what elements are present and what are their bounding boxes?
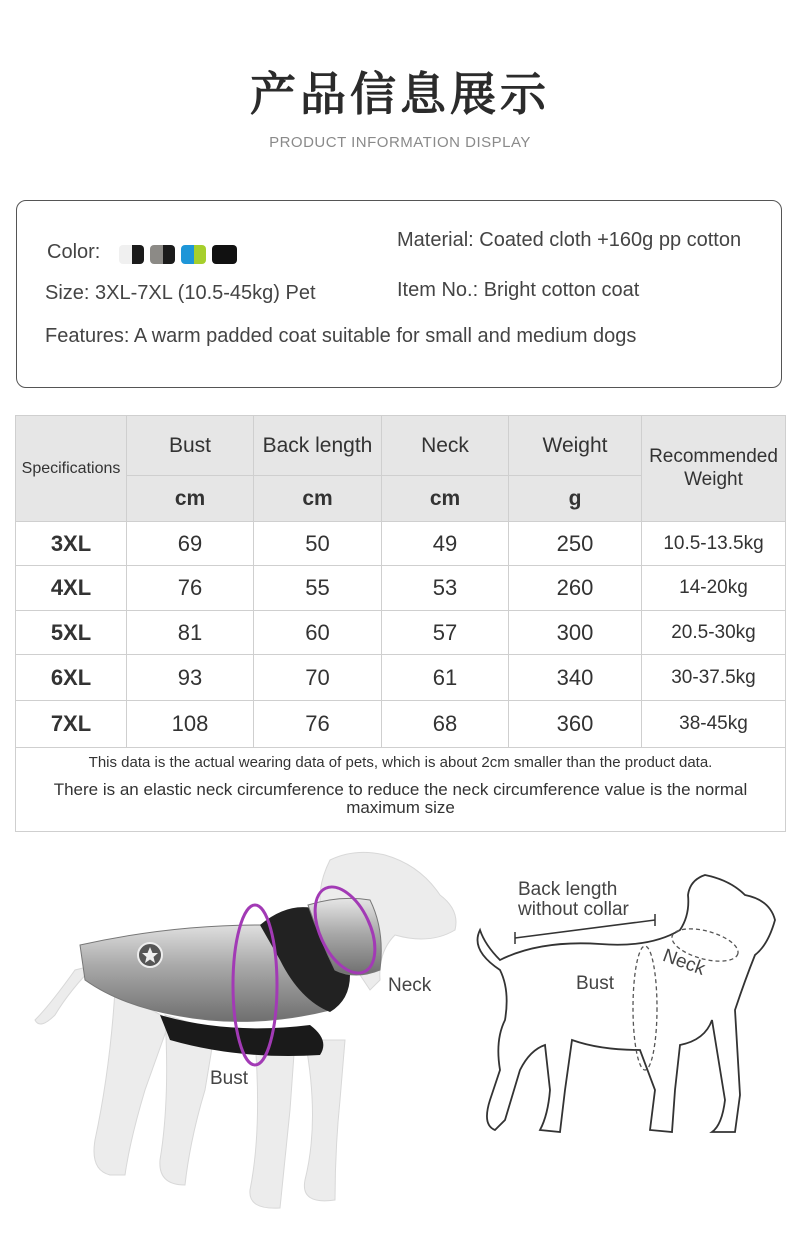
color-swatches bbox=[119, 245, 237, 264]
cell-bust: 108 bbox=[127, 701, 254, 748]
bust-ring-diagram bbox=[633, 946, 657, 1070]
spec-header: Specifications bbox=[16, 416, 127, 522]
diagram-back-length-label: Back length without collar bbox=[518, 879, 629, 920]
cell-neck: 57 bbox=[382, 611, 509, 655]
cell-recommended: 20.5-30kg bbox=[642, 611, 786, 655]
diagram-bust-label: Bust bbox=[576, 973, 615, 994]
unit-bust: cm bbox=[127, 476, 254, 522]
swatch-right bbox=[132, 245, 145, 264]
back-length-line bbox=[515, 920, 655, 938]
features-text: Features: A warm padded coat suitable for small and medium dogs bbox=[45, 325, 637, 347]
unit-neck: cm bbox=[382, 476, 509, 522]
item-no-text: Item No.: Bright cotton coat bbox=[397, 279, 640, 301]
color-swatch-4[interactable] bbox=[212, 245, 237, 264]
swatch-left bbox=[119, 245, 132, 264]
col-header-neck: Neck bbox=[382, 416, 509, 476]
cell-bust: 81 bbox=[127, 611, 254, 655]
swatch-left bbox=[150, 245, 163, 264]
illustration-area bbox=[0, 840, 800, 1242]
cell-recommended: 30-37.5kg bbox=[642, 655, 786, 701]
cell-recommended: 10.5-13.5kg bbox=[642, 522, 786, 566]
cell-bust: 93 bbox=[127, 655, 254, 701]
color-swatch-2[interactable] bbox=[150, 245, 175, 264]
cell-recommended: 14-20kg bbox=[642, 566, 786, 611]
unit-weight: g bbox=[509, 476, 642, 522]
cell-size: 5XL bbox=[16, 611, 127, 655]
table-notes bbox=[16, 748, 786, 832]
color-swatch-1[interactable] bbox=[119, 245, 144, 264]
cell-bust: 76 bbox=[127, 566, 254, 611]
col-header-back-length: Back length bbox=[254, 416, 382, 476]
table-row bbox=[16, 655, 786, 701]
table-row bbox=[16, 611, 786, 655]
cell-weight: 300 bbox=[509, 611, 642, 655]
cell-size: 6XL bbox=[16, 655, 127, 701]
cell-back: 60 bbox=[254, 611, 382, 655]
col-header-weight: Weight bbox=[509, 416, 642, 476]
note-actual-data: This data is the actual wearing data of pets, which is about 2cm smaller than the product data. bbox=[88, 754, 713, 771]
page-subtitle: PRODUCT INFORMATION DISPLAY bbox=[269, 134, 531, 151]
diagram-neck-label: Neck bbox=[659, 945, 708, 980]
note-elastic-neck: There is an elastic neck circumference to reduce the neck circumference value is the normal maximum size bbox=[53, 780, 748, 817]
cell-neck: 53 bbox=[382, 566, 509, 611]
swatch-left bbox=[212, 245, 225, 264]
cell-neck: 49 bbox=[382, 522, 509, 566]
unit-back-length: cm bbox=[254, 476, 382, 522]
cell-back: 76 bbox=[254, 701, 382, 748]
product-info-box bbox=[16, 200, 782, 388]
swatch-right bbox=[163, 245, 176, 264]
photo-neck-label: Neck bbox=[388, 975, 432, 996]
swatch-right bbox=[225, 245, 238, 264]
col-header-bust: Bust bbox=[127, 416, 254, 476]
page-title: 产品信息展示 bbox=[250, 67, 550, 121]
cell-back: 50 bbox=[254, 522, 382, 566]
cell-size: 7XL bbox=[16, 701, 127, 748]
photo-bust-label: Bust bbox=[210, 1068, 249, 1089]
dog-photo-illustration bbox=[0, 840, 800, 1242]
swatch-right bbox=[194, 245, 207, 264]
cell-recommended: 38-45kg bbox=[642, 701, 786, 748]
cell-weight: 340 bbox=[509, 655, 642, 701]
cell-weight: 360 bbox=[509, 701, 642, 748]
rec-label: Recommended Weight bbox=[649, 445, 778, 490]
cell-neck: 68 bbox=[382, 701, 509, 748]
table-row bbox=[16, 566, 786, 611]
swatch-left bbox=[181, 245, 194, 264]
size-text: Size: 3XL-7XL (10.5-45kg) Pet bbox=[45, 282, 316, 304]
cell-bust: 69 bbox=[127, 522, 254, 566]
col-header-recommended-weight bbox=[642, 416, 786, 522]
color-label: Color: bbox=[47, 241, 101, 263]
table-row bbox=[16, 701, 786, 748]
cell-size: 4XL bbox=[16, 566, 127, 611]
cell-neck: 61 bbox=[382, 655, 509, 701]
table-row bbox=[16, 522, 786, 566]
cell-back: 70 bbox=[254, 655, 382, 701]
material-text: Material: Coated cloth +160g pp cotton bbox=[397, 229, 742, 251]
cell-size: 3XL bbox=[16, 522, 127, 566]
cell-weight: 250 bbox=[509, 522, 642, 566]
cell-weight: 260 bbox=[509, 566, 642, 611]
size-table bbox=[15, 415, 786, 832]
cell-back: 55 bbox=[254, 566, 382, 611]
color-swatch-3[interactable] bbox=[181, 245, 206, 264]
